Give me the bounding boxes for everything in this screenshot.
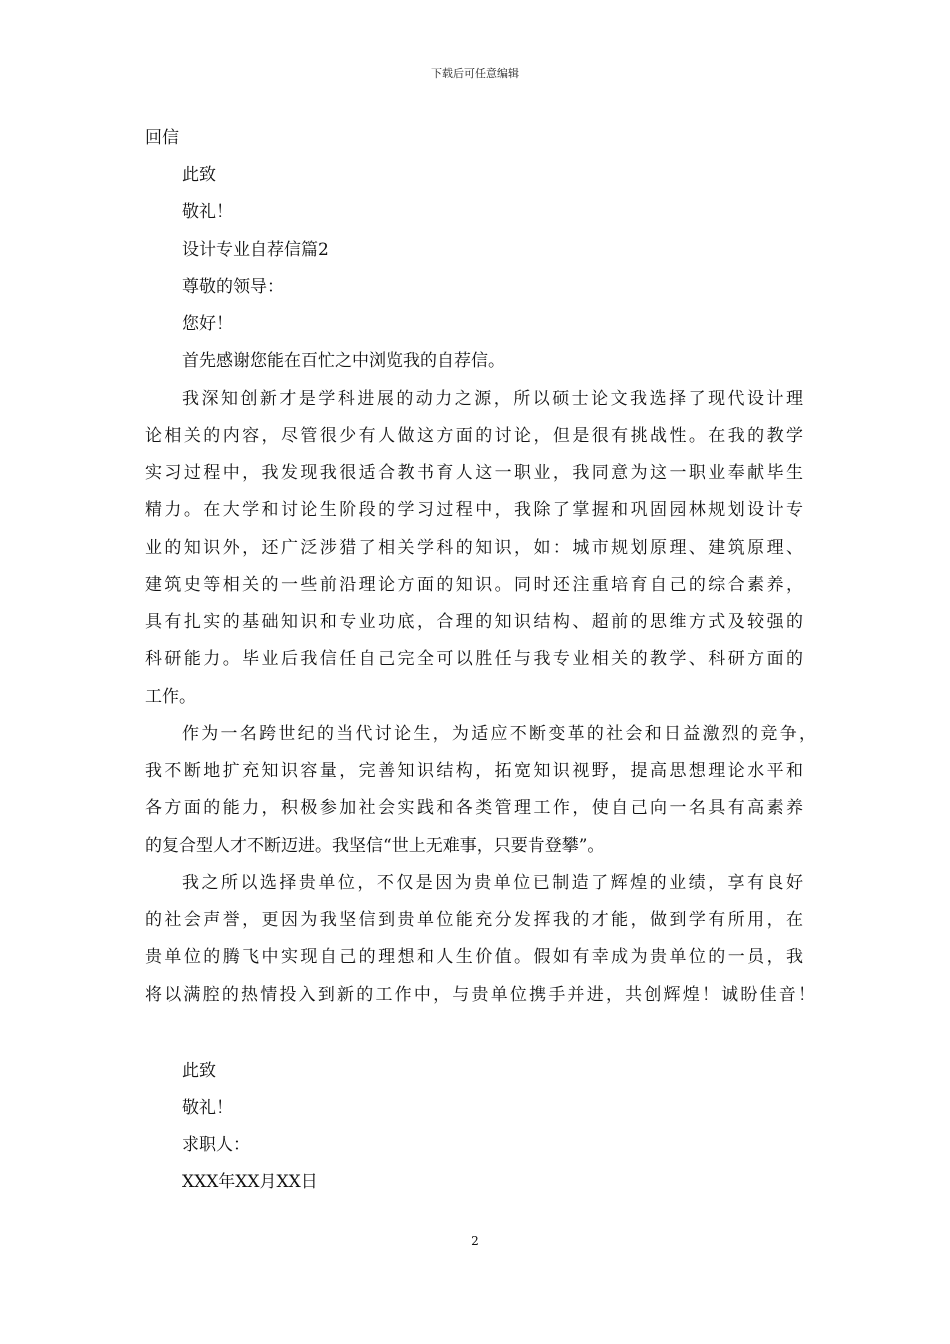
paragraph-2-line: 各方面的能力，积极参加社会实践和各类管理工作，使自己向一名具有高素养 <box>145 798 803 818</box>
letter-date: XXX年XX月XX日 <box>182 1172 318 1192</box>
paragraph-1-line: 建筑史等相关的一些前沿理论方面的知识。同时还注重培育自己的综合素养， <box>145 575 803 595</box>
thanks-line: 首先感谢您能在百忙之中浏览我的自荐信。 <box>182 351 505 371</box>
jingli-line: 敬礼！ <box>182 202 233 222</box>
applicant-label: 求职人： <box>182 1135 250 1155</box>
paragraph-2-line: 作为一名跨世纪的当代讨论生，为适应不断变革的社会和日益激烈的竞争， <box>182 724 816 744</box>
paragraph-1-line: 我深知创新才是学科进展的动力之源，所以硕士论文我选择了现代设计理 <box>182 389 803 409</box>
closing-jingli: 敬礼！ <box>182 1098 233 1118</box>
paragraph-1-line: 论相关的内容，尽管很少有人做这方面的讨论，但是很有挑战性。在我的教学 <box>145 426 803 446</box>
greeting: 您好！ <box>182 314 233 334</box>
page-header-note: 下载后可任意编辑 <box>431 67 519 80</box>
paragraph-1-line: 工作。 <box>145 687 196 707</box>
paragraph-2-line: 的复合型人才不断迈进。我坚信“世上无难事，只要肯登攀”。 <box>145 836 605 856</box>
salutation: 尊敬的领导： <box>182 277 284 297</box>
paragraph-1-line: 业的知识外，还广泛涉猎了相关学科的知识，如：城市规划原理、建筑原理、 <box>145 538 803 558</box>
paragraph-3-line: 贵单位的腾飞中实现自己的理想和人生价值。假如有幸成为贵单位的一员，我 <box>145 947 803 967</box>
closing-cizhi: 此致 <box>182 1061 216 1081</box>
paragraph-3-line: 将以满腔的热情投入到新的工作中，与贵单位携手并进，共创辉煌！诚盼佳音！ <box>145 985 815 1005</box>
paragraph-1-line: 精力。在大学和讨论生阶段的学习过程中，我除了掌握和巩固园林规划设计专 <box>145 500 803 520</box>
paragraph-1-line: 具有扎实的基础知识和专业功底，合理的知识结构、超前的思维方式及较强的 <box>145 612 803 632</box>
paragraph-3-line: 的社会声誉，更因为我坚信到贵单位能充分发挥我的才能，做到学有所用，在 <box>145 910 803 930</box>
page-number: 2 <box>471 1234 479 1248</box>
letter-title: 设计专业自荐信篇2 <box>182 240 329 260</box>
cizhi-line: 此致 <box>182 165 216 185</box>
paragraph-3-line: 我之所以选择贵单位，不仅是因为贵单位已制造了辉煌的业绩，享有良好 <box>182 873 803 893</box>
paragraph-2-line: 我不断地扩充知识容量，完善知识结构，拓宽知识视野，提高思想理论水平和 <box>145 761 803 781</box>
paragraph-1-line: 科研能力。毕业后我信任自己完全可以胜任与我专业相关的教学、科研方面的 <box>145 649 803 669</box>
huixin-line: 回信 <box>145 128 179 148</box>
paragraph-1-line: 实习过程中，我发现我很适合教书育人这一职业，我同意为这一职业奉献毕生 <box>145 463 803 483</box>
